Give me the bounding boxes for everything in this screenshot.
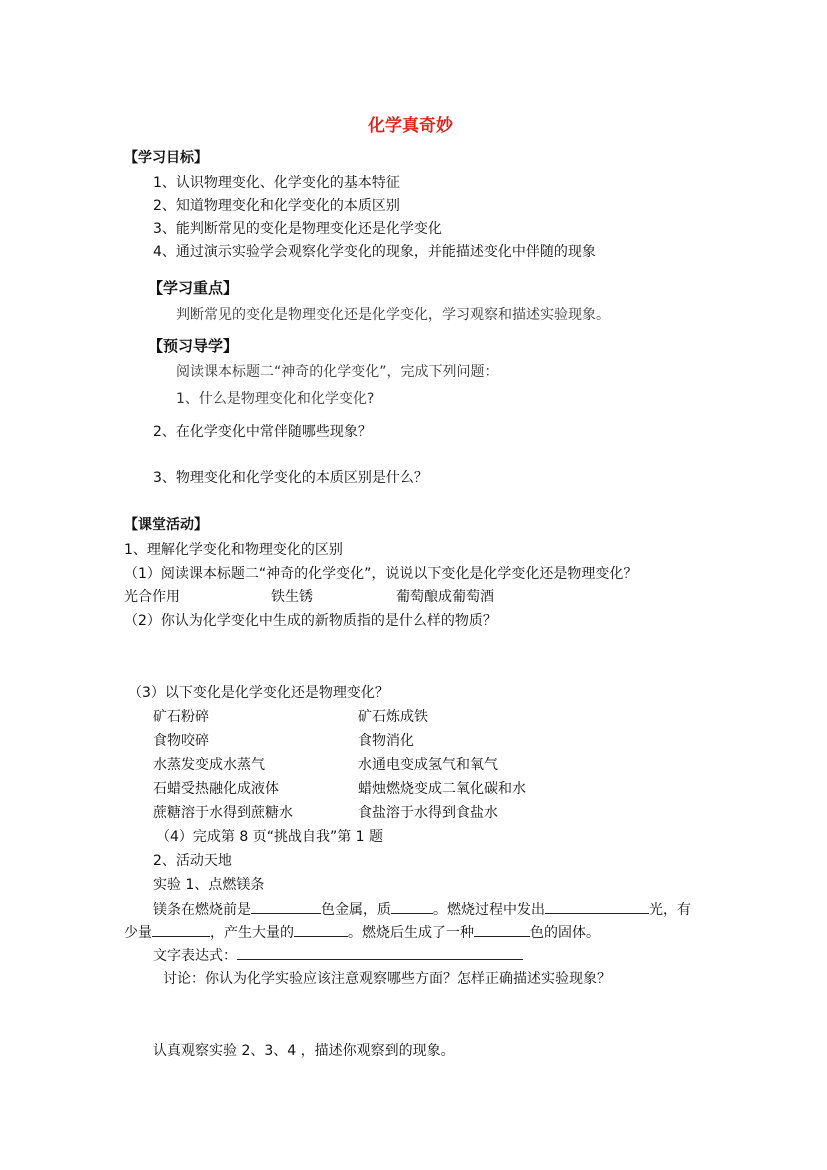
fill-text: 。燃烧过程中发出 — [433, 902, 545, 918]
change-pair-left: 水蒸发变成水蒸气 — [153, 757, 265, 773]
activity-section-1: 1、理解化学变化和物理变化的区别 — [124, 542, 343, 558]
page-title: 化学真奇妙 — [368, 116, 453, 136]
activity-part-2: （2）你认为化学变化中生成的新物质指的是什么样的物质？ — [124, 613, 497, 629]
preview-question-2: 2、在化学变化中常伴随哪些现象？ — [153, 424, 372, 440]
change-pair-left: 蔗糖溶于水得到蔗糖水 — [153, 805, 293, 821]
preview-heading: 【预习导学】 — [148, 337, 239, 355]
objective-item: 2、知道物理变化和化学变化的本质区别 — [153, 198, 400, 214]
blank-line[interactable] — [474, 922, 530, 937]
change-pair-left: 矿石粉碎 — [153, 709, 209, 725]
word-equation-label: 文字表达式： — [153, 948, 237, 964]
objective-item: 1、认识物理变化、化学变化的基本特征 — [153, 175, 400, 191]
discussion-text: 讨论：你认为化学实验应该注意观察哪些方面？怎样正确描述实验现象？ — [163, 971, 611, 987]
fill-text: 。燃烧后生成了一种 — [348, 925, 474, 941]
objective-item: 3、能判断常见的变化是物理变化还是化学变化 — [153, 221, 442, 237]
preview-intro: 阅读课本标题二“神奇的化学变化”，完成下列问题： — [176, 364, 499, 380]
change-pair-right: 食盐溶于水得到食盐水 — [358, 805, 498, 821]
word-equation-line — [153, 945, 523, 966]
change-pair-left: 食物咬碎 — [153, 733, 209, 749]
blank-line[interactable] — [545, 899, 649, 914]
preview-question-1: 1、什么是物理变化和化学变化? — [176, 391, 375, 407]
change-pair-right: 水通电变成氢气和氧气 — [358, 757, 498, 773]
objectives-heading: 【学习目标】 — [124, 150, 208, 166]
change-pair-right: 矿石炼成铁 — [358, 709, 428, 725]
activity-heading: 【课堂活动】 — [124, 517, 208, 533]
activity-part-3: （3）以下变化是化学变化还是物理变化？ — [128, 685, 389, 701]
change-pair-right: 食物消化 — [358, 733, 414, 749]
change-item: 光合作用 — [124, 589, 180, 605]
preview-question-3: 3、物理变化和化学变化的本质区别是什么？ — [153, 470, 428, 486]
change-item: 葡萄酿成葡萄酒 — [396, 589, 494, 605]
fill-line-2 — [124, 922, 600, 943]
keypoints-text: 判断常见的变化是物理变化还是化学变化，学习观察和描述实验现象。 — [176, 307, 610, 323]
activity-part-1: （1）阅读课本标题二“神奇的化学变化”，说说以下变化是化学变化还是物理变化？ — [124, 566, 638, 582]
objective-item: 4、通过演示实验学会观察化学变化的现象，并能描述变化中伴随的现象 — [153, 244, 596, 260]
fill-text: 光，有 — [649, 902, 691, 918]
blank-line[interactable] — [391, 899, 433, 914]
fill-text: 少量 — [124, 925, 152, 941]
activity-section-2: 2、活动天地 — [153, 853, 232, 869]
blank-line[interactable] — [237, 945, 523, 960]
fill-line-1 — [153, 899, 691, 920]
experiment-1-title: 实验 1、点燃镁条 — [153, 877, 265, 893]
observe-text: 认真观察实验 2、3、4 ，描述你观察到的现象。 — [153, 1043, 455, 1059]
fill-text: 镁条在燃烧前是 — [153, 902, 251, 918]
change-pair-left: 石蜡受热融化成液体 — [153, 781, 279, 797]
blank-line[interactable] — [294, 922, 348, 937]
change-item: 铁生锈 — [271, 589, 313, 605]
fill-text: ，产生大量的 — [210, 925, 294, 941]
fill-text: 色的固体。 — [530, 925, 600, 941]
blank-line[interactable] — [152, 922, 210, 937]
keypoints-heading: 【学习重点】 — [148, 279, 239, 297]
activity-part-4: （4）完成第 8 页“挑战自我”第 1 题 — [156, 829, 384, 845]
blank-line[interactable] — [251, 899, 321, 914]
change-pair-right: 蜡烛燃烧变成二氧化碳和水 — [358, 781, 526, 797]
fill-text: 色金属，质 — [321, 902, 391, 918]
